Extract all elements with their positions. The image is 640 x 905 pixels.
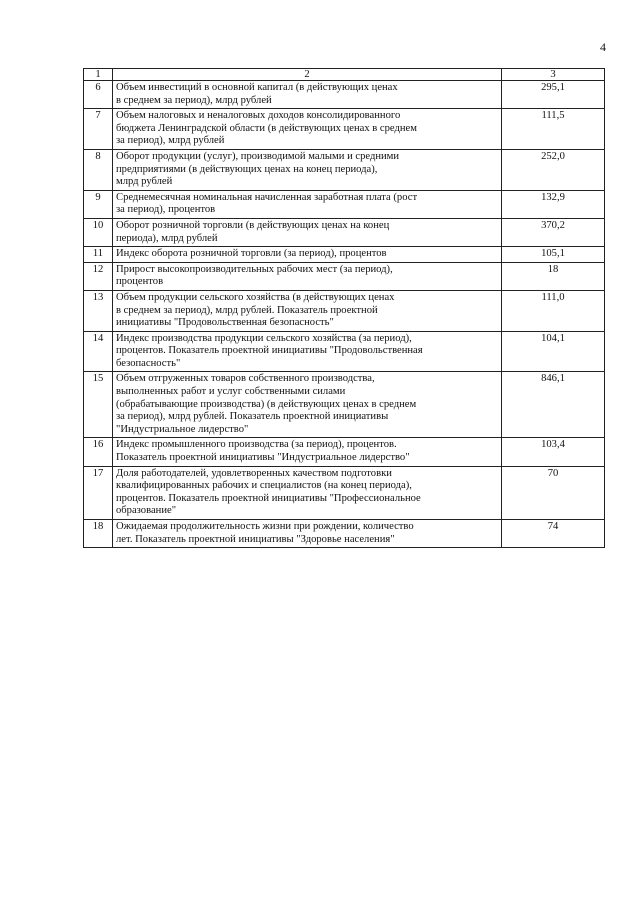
indicator-value: 18 [502,262,605,290]
row-number: 15 [84,372,113,438]
indicator-name-line: (обрабатывающие производства) (в действующих ценах в среднем [116,398,417,410]
indicator-name-line: периода), млрд рублей [116,232,218,244]
indicator-name [113,109,502,150]
indicator-name-line: Прирост высокопроизводительных рабочих мест (за период), [116,263,393,275]
row-number: 9 [84,190,113,218]
indicator-name [113,81,502,109]
indicator-name-line: Оборот розничной торговли (в действующих ценах на конец [116,219,390,231]
indicator-name-line: Объем налоговых и неналоговых доходов консолидированного [116,110,401,122]
indicator-name-line: Среднемесячная номинальная начисленная заработная плата (рост [116,191,418,203]
indicator-value: 74 [502,520,605,548]
row-number: 13 [84,290,113,331]
indicator-name [113,331,502,372]
indicator-name-line: Индекс промышленного производства (за период), процентов. [116,439,397,451]
indicator-name-line: Объем продукции сельского хозяйства (в действующих ценах [116,291,395,303]
indicator-name-line: Индекс оборота розничной торговли (за период), процентов [116,248,387,260]
table-row [84,218,605,246]
row-number: 17 [84,466,113,519]
indicator-name-line: Индекс производства продукции сельского хозяйства (за период), [116,332,412,344]
indicator-name-line: в среднем за период), млрд рублей [116,94,272,106]
indicator-value: 295,1 [502,81,605,109]
indicator-name-line: лет. Показатель проектной инициативы "Здоровье населения" [116,533,395,545]
indicator-name-line: процентов [116,276,164,288]
indicator-name-line: процентов. Показатель проектной инициативы "Профессиональное [116,492,421,504]
indicator-value: 103,4 [502,438,605,466]
row-number: 18 [84,520,113,548]
indicator-name-line: выполненных работ и услуг собственными силами [116,386,346,398]
indicators-table-body [84,69,605,548]
indicator-name [113,149,502,190]
indicator-name-line: Оборот продукции (услуг), производимой малыми и средними [116,150,400,162]
indicator-name-line: за период), процентов [116,204,216,216]
indicator-value: 370,2 [502,218,605,246]
table-row [84,331,605,372]
row-number: 10 [84,218,113,246]
table-row [84,109,605,150]
indicator-name-line: за период), млрд рублей. Показатель проектной инициативы [116,411,389,423]
header-col-2: 2 [113,69,502,81]
table-row [84,81,605,109]
indicator-name-line: "Индустриальное лидерство" [116,423,249,435]
row-number: 14 [84,331,113,372]
indicator-name [113,520,502,548]
indicators-table [83,68,605,548]
indicator-name-line: квалифицированных рабочих и специалистов (на конец периода), [116,480,412,492]
indicator-value: 70 [502,466,605,519]
indicator-name-line: Показатель проектной инициативы "Индустриальное лидерство" [116,452,410,464]
table-row [84,466,605,519]
table-row [84,290,605,331]
indicator-name-line: образование" [116,505,177,517]
indicator-name-line: в среднем за период), млрд рублей. Показатель проектной [116,304,378,316]
header-col-1: 1 [84,69,113,81]
indicator-name-line: безопасность" [116,357,181,369]
indicator-name-line: Доля работодателей, удовлетворенных качеством подготовки [116,467,392,479]
row-number: 7 [84,109,113,150]
indicator-value: 105,1 [502,247,605,263]
indicator-value: 111,5 [502,109,605,150]
table-row [84,190,605,218]
header-col-3: 3 [502,69,605,81]
table-row [84,372,605,438]
indicator-name [113,466,502,519]
table-header-row [84,69,605,81]
indicator-name-line: предприятиями (в действующих ценах на конец периода), [116,163,378,175]
table-row [84,438,605,466]
indicator-name [113,247,502,263]
page-number: 4 [600,40,606,54]
table-row [84,247,605,263]
indicator-name [113,190,502,218]
table-row [84,520,605,548]
indicator-value: 132,9 [502,190,605,218]
indicator-name-line: бюджета Ленинградской области (в действующих ценах в среднем [116,122,417,134]
indicator-name-line: Объем отгруженных товаров собственного производства, [116,373,375,385]
indicator-name [113,372,502,438]
indicator-name [113,438,502,466]
indicator-value: 111,0 [502,290,605,331]
indicator-name [113,218,502,246]
indicator-name [113,290,502,331]
indicator-name [113,262,502,290]
indicator-name-line: за период), млрд рублей [116,135,225,147]
table-row [84,149,605,190]
indicator-name-line: Объем инвестиций в основной капитал (в действующих ценах [116,82,398,93]
indicator-name-line: Ожидаемая продолжительность жизни при рождении, количество [116,521,414,532]
indicator-value: 104,1 [502,331,605,372]
indicator-name-line: млрд рублей [116,176,173,188]
indicator-value: 252,0 [502,149,605,190]
row-number: 11 [84,247,113,263]
indicator-value: 846,1 [502,372,605,438]
indicator-name-line: процентов. Показатель проектной инициативы "Продовольственная [116,345,423,357]
row-number: 12 [84,262,113,290]
row-number: 16 [84,438,113,466]
table-row [84,262,605,290]
row-number: 8 [84,149,113,190]
row-number: 6 [84,81,113,109]
indicator-name-line: инициативы "Продовольственная безопасность" [116,317,334,329]
